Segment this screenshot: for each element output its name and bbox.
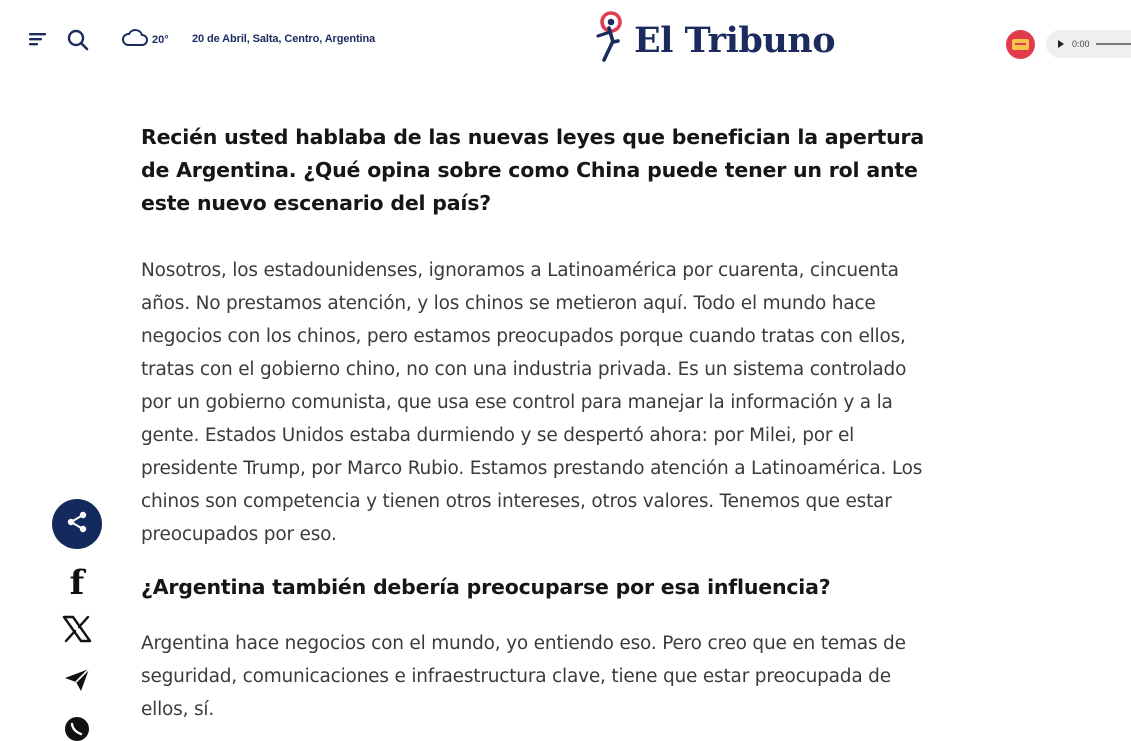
audio-progress-track[interactable] [1096,43,1131,45]
facebook-share-button[interactable] [58,564,96,602]
interview-answer: Argentina hace negocios con el mundo, yo entiendo eso. Pero creo que en temas de seguridad, comunicaciones e infraestructura clave, tiene que estar preocupada de ellos, sí. [141,633,906,720]
whatsapp-icon [63,715,91,741]
facebook-icon: f [69,563,85,603]
audio-time: 0:00 [1072,39,1090,49]
runner-logo-icon [592,10,626,71]
share-icon [65,510,89,539]
play-icon[interactable] [1058,40,1064,48]
search-icon[interactable] [65,27,91,53]
interview-answer: Nosotros, los estadounidenses, ignoramos a Latinoamérica por cuarenta, cincuenta años. No prestamos atención, y los chinos se metieron aquí. Todo el mundo hace negocios con los chinos, pero estamos preocupados porque cuando tratas con ellos, tratas con el gobierno chino, no con una industria privada. Es un sistema controlado por un gobierno comunista, que usa ese control para manejar la información y a la gente. Estados Unidos estaba durmiendo y se despertó ahora: por Milei, por el presidente Trump, por Marco Rubio. Estamos prestando atención a Latinoamérica. Los chinos son competencia y tienen otros intereses, otros valores. Tenemos que estar preocupados por eso. [141,260,923,545]
whatsapp-share-button[interactable] [58,712,96,741]
telegram-share-button[interactable] [58,663,96,701]
audio-player [1046,30,1131,58]
x-share-button[interactable] [58,612,96,650]
share-button[interactable] [52,499,102,549]
date-location: 20 de Abril, Salta, Centro, Argentina [192,33,376,45]
interview-question: ¿Argentina también debería preocuparse por esa influencia? [141,575,831,599]
site-logo[interactable] [592,10,835,71]
site-header [0,0,1131,84]
telegram-icon [63,667,91,698]
x-icon [62,615,92,648]
logo-wordmark: El Tribuno [634,20,836,61]
menu-icon[interactable] [26,27,50,51]
promo-badge-icon[interactable] [1006,30,1035,59]
interview-question: Recién usted hablaba de las nuevas leyes que benefician la apertura de Argentina. ¿Qué opina sobre como China puede tener un rol ante este nuevo escenario del país? [141,125,925,215]
cloud-icon [121,28,149,53]
weather-temperature: 20° [152,34,169,46]
weather-widget [121,29,169,51]
